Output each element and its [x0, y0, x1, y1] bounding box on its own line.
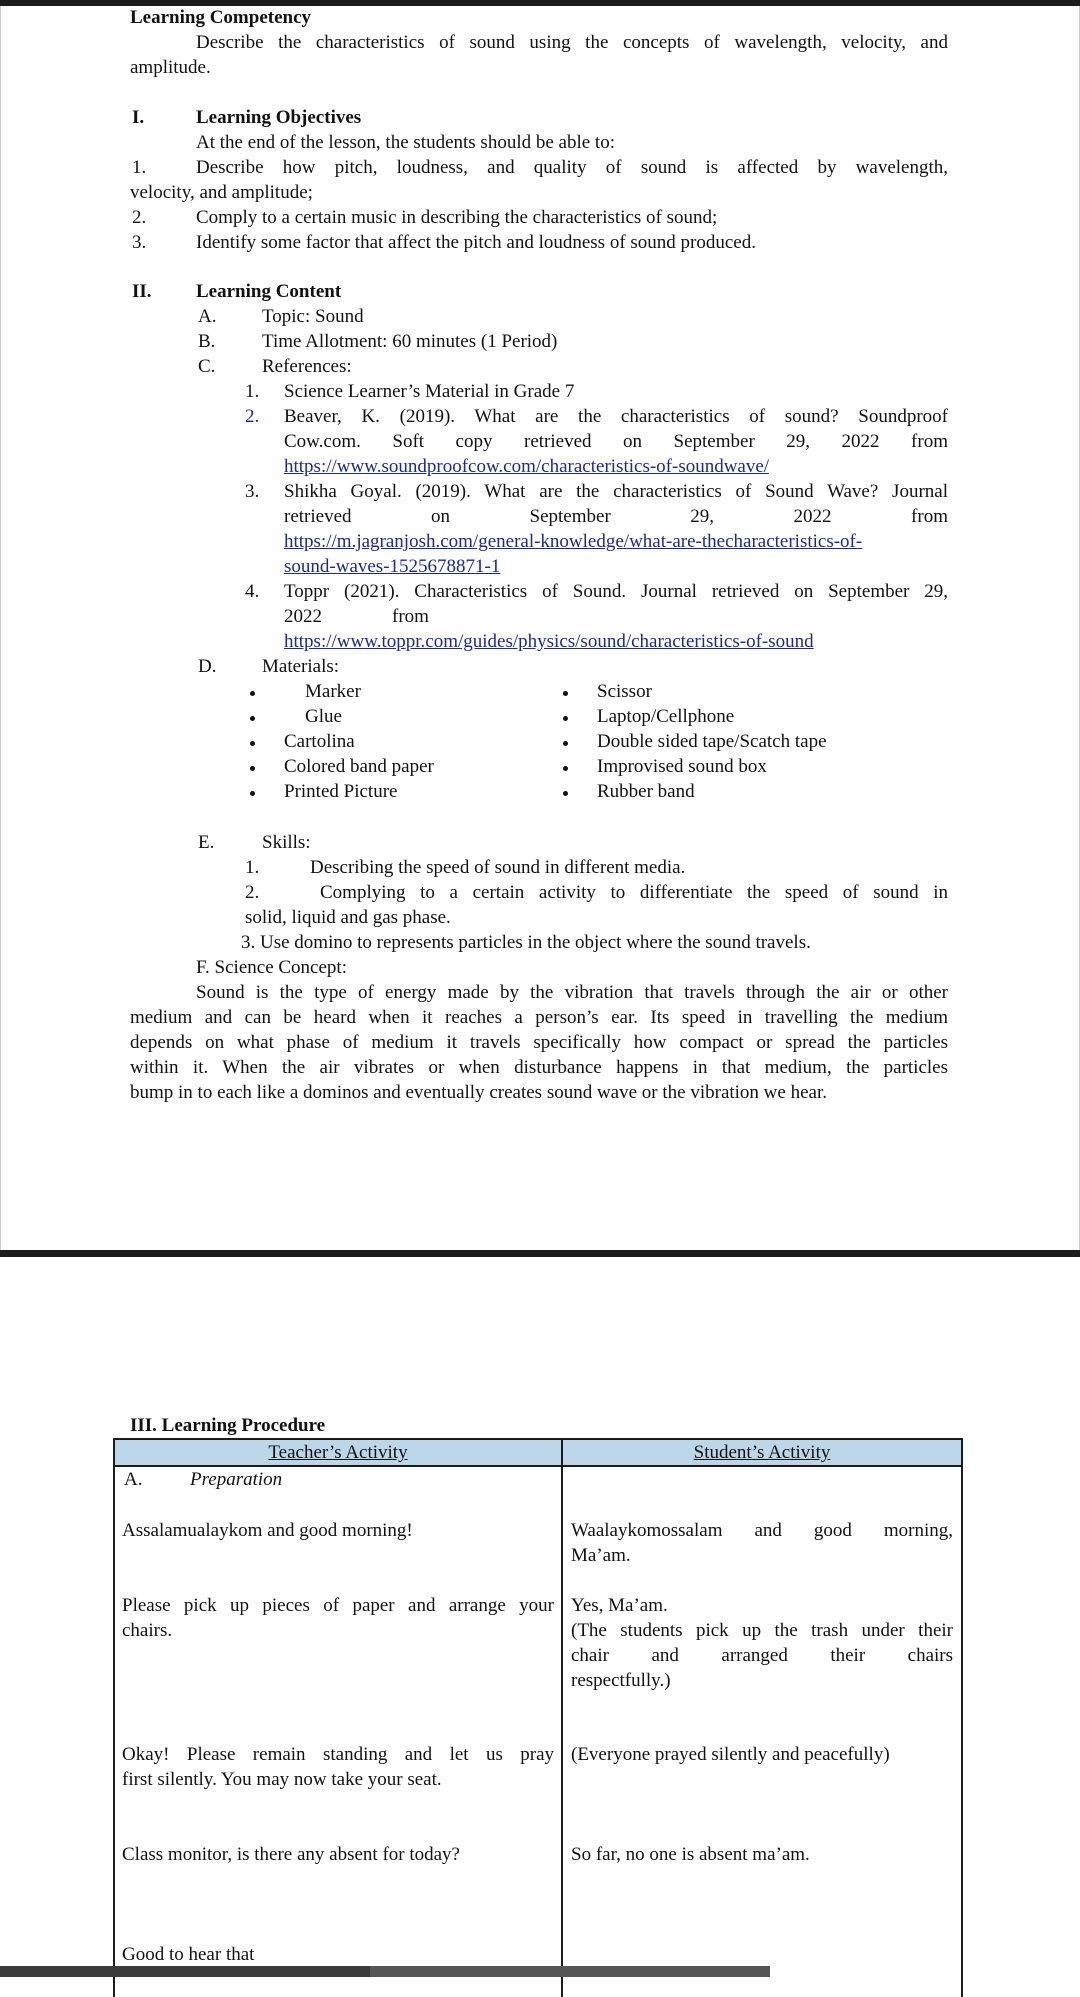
bullet-dot [250, 691, 255, 696]
material-rubber-band: Rubber band [597, 781, 695, 802]
reference-2-line1: Beaver, K. (2019). What are the characteristics of sound? Soundproof [284, 406, 948, 427]
time-letter: B. [198, 331, 216, 352]
section-letter: A. [124, 1469, 143, 1490]
concept-line-2: medium and can be heard when it reaches a person’s ear. Its speed in travelling the medium [130, 1007, 948, 1028]
teacher-line-closing: Good to hear that [122, 1944, 255, 1965]
material-scissor: Scissor [597, 681, 652, 702]
student-line-attendance: So far, no one is absent ma’am. [571, 1844, 810, 1865]
student-line-trash-3: respectfully.) [571, 1670, 671, 1691]
bullet-dot [250, 741, 255, 746]
student-column [562, 1466, 962, 1997]
skills-letter: E. [198, 832, 215, 853]
reference-4-line1: Toppr (2021). Characteristics of Sound. Journal retrieved on September 29, [284, 581, 948, 602]
topic-letter: A. [198, 306, 217, 327]
teacher-line-greeting: Assalamualaykom and good morning! [122, 1520, 413, 1541]
student-line-trash-1: (The students pick up the trash under their [571, 1620, 953, 1641]
bottom-edge-highlight [370, 1966, 770, 1977]
objectives-numeral: I. [132, 107, 145, 128]
reference-3-line1: Shikha Goyal. (2019). What are the characteristics of Sound Wave? Journal [284, 481, 948, 502]
procedure-heading: III. Learning Procedure [130, 1415, 326, 1436]
concept-line-3: depends on what phase of medium it travels specifically how compact or spread the particles [130, 1032, 948, 1053]
reference-num-4: 4. [245, 581, 260, 602]
references-letter: C. [198, 356, 216, 377]
content-heading: Learning Content [196, 281, 342, 302]
teacher-line-pray-1: Okay! Please remain standing and let us pray [122, 1744, 554, 1765]
objective-2: Comply to a certain music in describing the characteristics of sound; [196, 207, 718, 228]
concept-line-1: Sound is the type of energy made by the vibration that travels through the air or other [196, 982, 948, 1003]
skill-2-line1: Complying to a certain activity to differentiate the speed of sound in [320, 882, 948, 903]
teacher-line-pray-2: first silently. You may now take your seat. [122, 1769, 442, 1790]
reference-num-1: 1. [245, 381, 260, 402]
reference-3-link-line1[interactable]: https://m.jagranjosh.com/general-knowledge/what-are-thecharacteristics-of- [284, 531, 863, 552]
bullet-dot [563, 791, 568, 796]
concept-line-5: bump in to each like a dominos and eventually creates sound wave or the vibration we hear. [130, 1082, 827, 1103]
reference-4-from: from [392, 606, 429, 627]
objective-1-line1: Describe how pitch, loudness, and quality of sound is affected by wavelength, [196, 157, 948, 178]
references-label: References: [262, 356, 352, 377]
bullet-dot [563, 691, 568, 696]
bullet-dot [250, 766, 255, 771]
concept-label: F. Science Concept: [196, 957, 347, 978]
reference-4-year: 2022 [284, 606, 322, 627]
student-line-greeting-1: Waalaykomossalam and good morning, [571, 1520, 953, 1541]
student-line-yes: Yes, Ma’am. [571, 1595, 668, 1616]
reference-2-line2: Cow.com. Soft copy retrieved on September 29, 2022 from [284, 431, 948, 452]
material-printed-picture: Printed Picture [284, 781, 398, 802]
skill-num-1: 1. [245, 857, 260, 878]
bullet-dot [563, 716, 568, 721]
section-title: Preparation [190, 1469, 283, 1490]
reference-2-link[interactable]: https://www.soundproofcow.com/characteristics-of-soundwave/ [284, 456, 770, 477]
material-tape: Double sided tape/Scatch tape [597, 731, 827, 752]
skill-2-line2: solid, liquid and gas phase. [245, 907, 451, 928]
objective-num-1: 1. [132, 157, 147, 178]
skills-label: Skills: [262, 832, 311, 853]
concept-line-4: within it. When the air vibrates or when disturbance happens in that medium, the particles [130, 1057, 948, 1078]
student-line-greeting-2: Ma’am. [571, 1545, 631, 1566]
reference-3-link-line2[interactable]: sound-waves-1525678871-1 [284, 556, 501, 577]
student-line-trash-2: chair and arranged their chairs [571, 1645, 953, 1666]
objective-num-2: 2. [132, 207, 147, 228]
material-laptop: Laptop/Cellphone [597, 706, 735, 727]
teacher-line-attendance: Class monitor, is there any absent for today? [122, 1844, 460, 1865]
competency-text-line2: amplitude. [130, 57, 211, 78]
reference-3-line2: retrieved on September 29, 2022 from [284, 506, 948, 527]
student-activity-header: Student’s Activity [562, 1439, 962, 1466]
material-glue: Glue [305, 706, 342, 727]
bullet-dot [250, 716, 255, 721]
objectives-intro: At the end of the lesson, the students should be able to: [196, 132, 615, 153]
reference-num-3: 3. [245, 481, 260, 502]
time-text: Time Allotment: 60 minutes (1 Period) [262, 331, 558, 352]
content-numeral: II. [132, 281, 152, 302]
material-sound-box: Improvised sound box [597, 756, 767, 777]
skill-1: Describing the speed of sound in different media. [310, 857, 686, 878]
topic-text: Topic: Sound [262, 306, 364, 327]
reference-num-2: 2. [245, 406, 260, 427]
page-divider [0, 1250, 1080, 1257]
bullet-dot [250, 791, 255, 796]
material-colored-band-paper: Colored band paper [284, 756, 434, 777]
materials-letter: D. [198, 656, 217, 677]
bullet-dot [563, 766, 568, 771]
material-cartolina: Cartolina [284, 731, 355, 752]
procedure-table [113, 1438, 963, 1997]
skill-3: 3. Use domino to represents particles in the object where the sound travels. [241, 932, 811, 953]
reference-4-link[interactable]: https://www.toppr.com/guides/physics/sound/characteristics-of-sound [284, 631, 814, 652]
competency-heading: Learning Competency [130, 7, 312, 28]
student-line-pray: (Everyone prayed silently and peacefully) [571, 1744, 890, 1765]
bullet-dot [563, 741, 568, 746]
competency-text-line1: Describe the characteristics of sound using the concepts of wavelength, velocity, and [196, 32, 948, 53]
material-marker: Marker [305, 681, 361, 702]
teacher-line-pickup-2: chairs. [122, 1620, 173, 1641]
objective-num-3: 3. [132, 232, 147, 253]
reference-1: Science Learner’s Material in Grade 7 [284, 381, 575, 402]
objective-1-line2: velocity, and amplitude; [130, 182, 313, 203]
objective-3: Identify some factor that affect the pitch and loudness of sound produced. [196, 232, 756, 253]
teacher-activity-header: Teacher’s Activity [114, 1439, 562, 1466]
teacher-column [114, 1466, 562, 1997]
page-left-edge [0, 6, 1, 1251]
materials-label: Materials: [262, 656, 340, 677]
skill-num-2: 2. [245, 882, 260, 903]
teacher-line-pickup-1: Please pick up pieces of paper and arrange your [122, 1595, 554, 1616]
objectives-heading: Learning Objectives [196, 107, 362, 128]
